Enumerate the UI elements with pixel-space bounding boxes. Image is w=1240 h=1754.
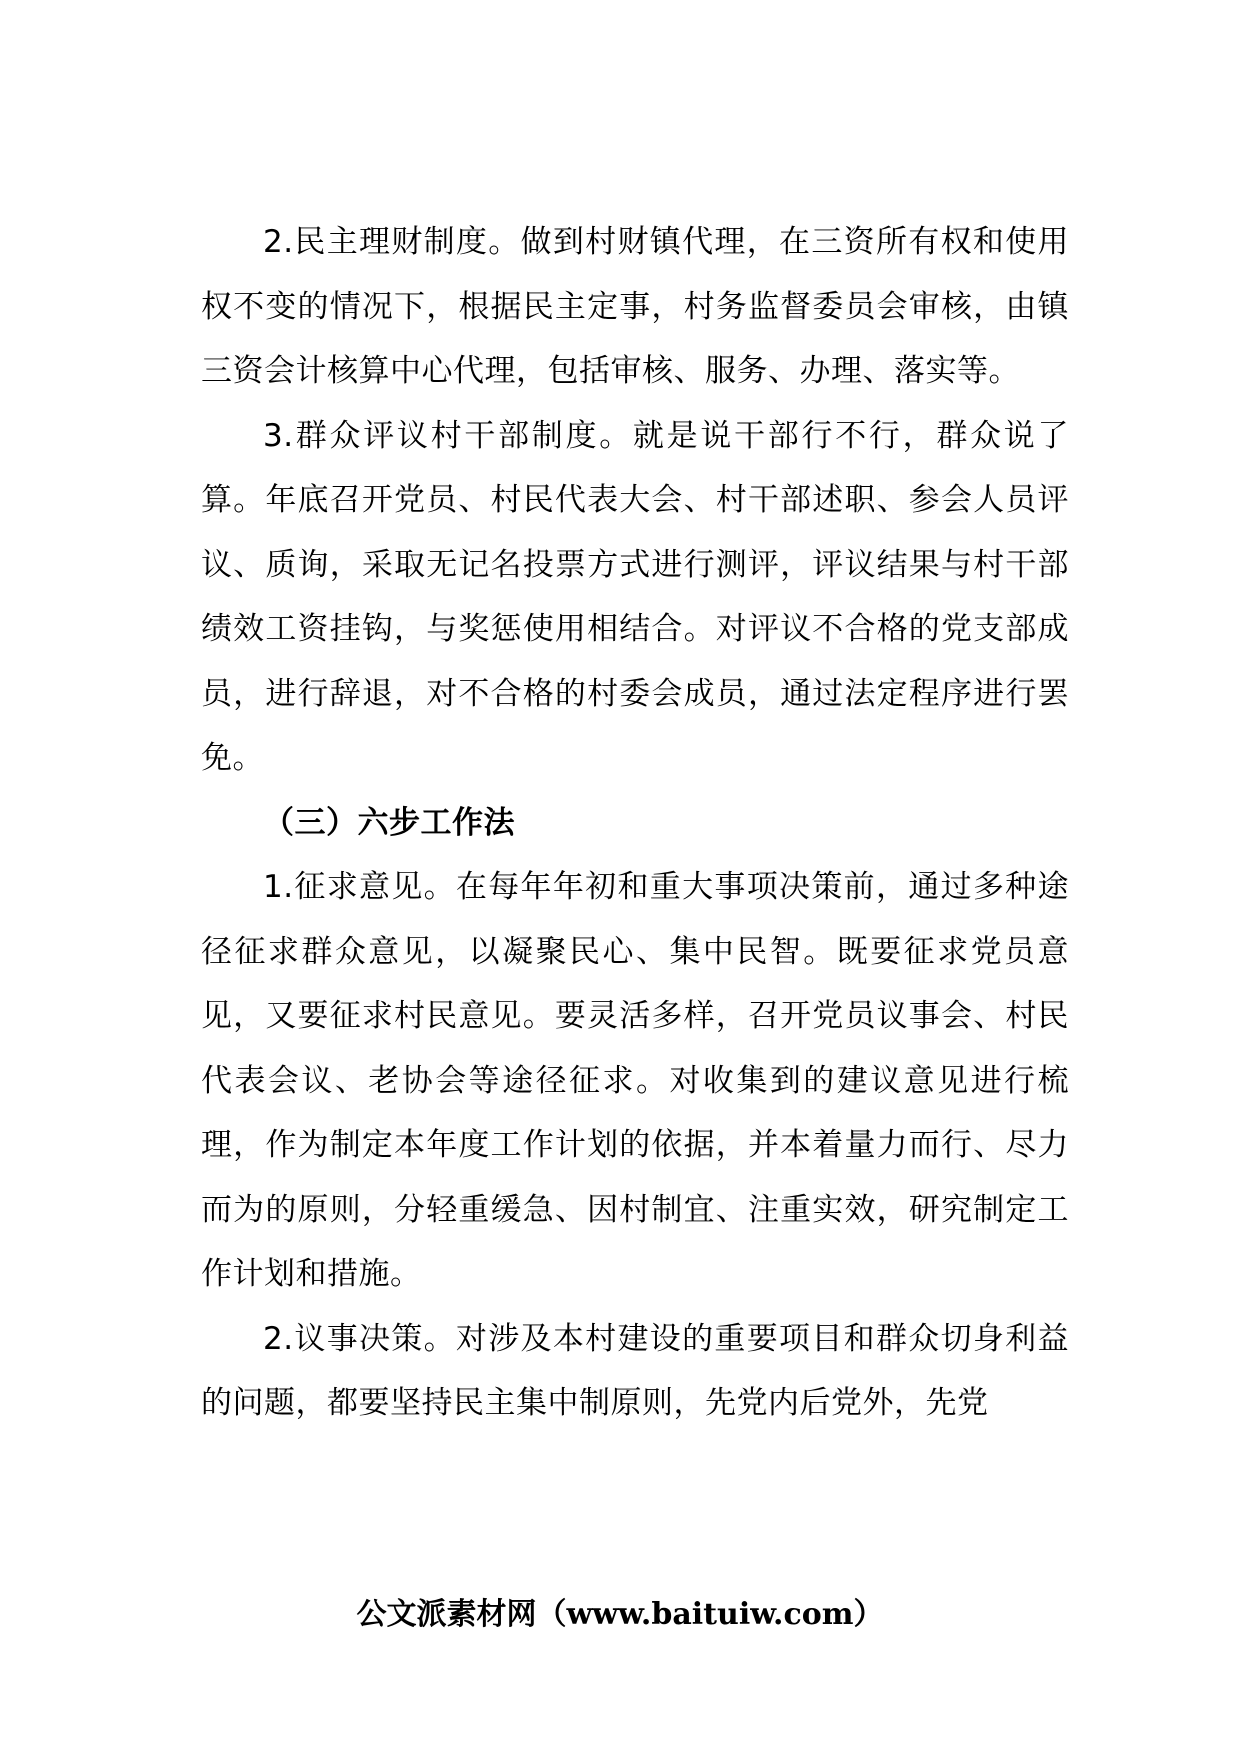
paragraph-public-evaluation: 3.群众评议村干部制度。就是说干部行不行，群众说了算。年底召开党员、村民代表大会、村干部述职、参会人员评议、质询，采取无记名投票方式进行测评，评议结果与村干部绩效工资挂钩，与奖惩使用相结合。对评议不合格的党支部成员，进行辞退，对不合格的村委会成员，通过法定程序进行罢免。 xyxy=(201,417,1069,776)
paragraph-decision-making: 2.议事决策。对涉及本村建设的重要项目和群众切身利益的问题，都要坚持民主集中制原则，先党内后党外，先党 xyxy=(201,1320,1069,1421)
section-heading: （三）六步工作法 xyxy=(263,804,515,841)
paragraph-democratic-finance: 2.民主理财制度。做到村财镇代理，在三资所有权和使用权不变的情况下，根据民主定事，村务监督委员会审核，由镇三资会计核算中心代理，包括审核、服务、办理、落实等。 xyxy=(201,224,1069,389)
paragraph-solicit-opinions: 1.征求意见。在每年年初和重大事项决策前，通过多种途径征求群众意见，以凝聚民心、集中民智。既要征求党员意见，又要征求村民意见。要灵活多样，召开党员议事会、村民代表会议、老协会等途径征求。对收集到的建议意见进行梳理，作为制定本年度工作计划的依据，并本着量力而行、尽力而为的原则，分轻重缓急、因村制宜、注重实效，研究制定工作计划和措施。 xyxy=(201,869,1069,1292)
watermark-footer: 公文派素材网（www.baituiw.com） xyxy=(356,1597,884,1632)
document-body xyxy=(201,210,1069,1436)
